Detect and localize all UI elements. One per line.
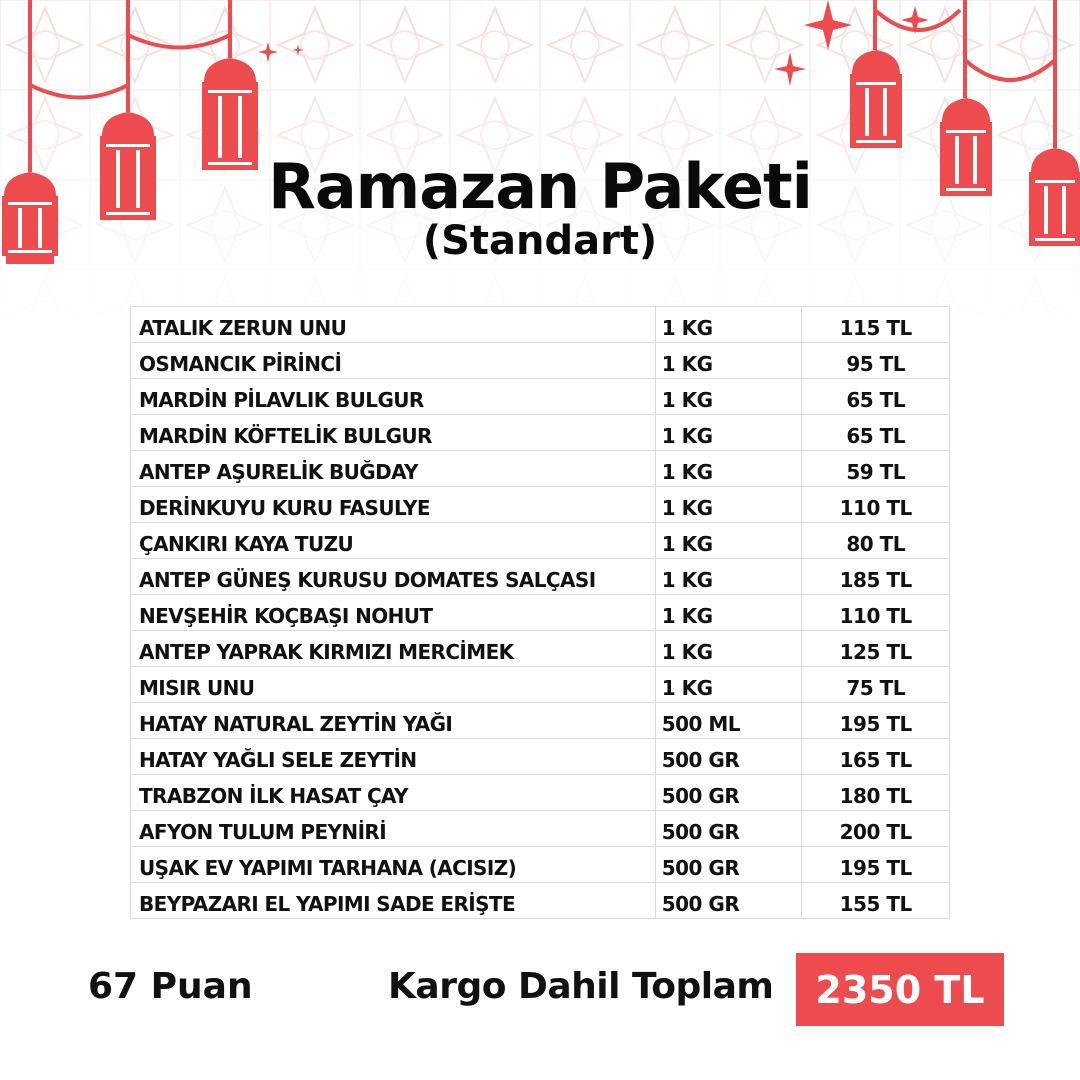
item-name: DERİNKUYU KURU FASULYE — [131, 487, 656, 523]
points-label: 67 Puan — [88, 966, 253, 1007]
sparkle-icon — [292, 44, 304, 56]
item-price: 185 TL — [802, 559, 950, 595]
item-unit: 1 KG — [655, 343, 802, 379]
page-subtitle: (Standart) — [422, 218, 658, 264]
table-row — [131, 811, 950, 847]
table-row — [131, 631, 950, 667]
item-name: AFYON TULUM PEYNİRİ — [131, 811, 656, 847]
item-name: OSMANCIK PİRİNCİ — [131, 343, 656, 379]
item-price: 110 TL — [802, 595, 950, 631]
page-title: Ramazan Paketi — [268, 150, 812, 223]
item-name: HATAY NATURAL ZEYTİN YAĞI — [131, 703, 656, 739]
item-unit: 1 KG — [655, 559, 802, 595]
sparkle-icon — [258, 42, 278, 62]
item-name: ÇANKIRI KAYA TUZU — [131, 523, 656, 559]
table-row — [131, 703, 950, 739]
item-price: 180 TL — [802, 775, 950, 811]
item-name: HATAY YAĞLI SELE ZEYTİN — [131, 739, 656, 775]
table-row — [131, 559, 950, 595]
table-row — [131, 523, 950, 559]
item-price: 125 TL — [802, 631, 950, 667]
item-unit: 1 KG — [655, 631, 802, 667]
table-row — [131, 487, 950, 523]
item-unit: 500 GR — [655, 847, 802, 883]
item-unit: 1 KG — [655, 451, 802, 487]
item-unit: 500 GR — [655, 883, 802, 919]
item-unit: 1 KG — [655, 667, 802, 703]
item-name: ANTEP AŞURELİK BUĞDAY — [131, 451, 656, 487]
item-price: 200 TL — [802, 811, 950, 847]
item-name: TRABZON İLK HASAT ÇAY — [131, 775, 656, 811]
table-row — [131, 775, 950, 811]
table-row — [131, 667, 950, 703]
lantern-icon — [850, 50, 902, 148]
sparkle-icon — [804, 0, 852, 50]
item-name: MARDİN PİLAVLIK BULGUR — [131, 379, 656, 415]
item-name: MISIR UNU — [131, 667, 656, 703]
total-value: 2350 TL — [815, 967, 985, 1012]
item-unit: 500 ML — [655, 703, 802, 739]
item-price: 65 TL — [802, 379, 950, 415]
item-unit: 1 KG — [655, 307, 802, 343]
item-unit: 1 KG — [655, 595, 802, 631]
item-unit: 1 KG — [655, 415, 802, 451]
table-row — [131, 415, 950, 451]
item-price: 155 TL — [802, 883, 950, 919]
item-unit: 1 KG — [655, 487, 802, 523]
item-name: ATALIK ZERUN UNU — [131, 307, 656, 343]
item-price: 95 TL — [802, 343, 950, 379]
item-name: UŞAK EV YAPIMI TARHANA (ACISIZ) — [131, 847, 656, 883]
item-price: 195 TL — [802, 847, 950, 883]
item-unit: 500 GR — [655, 811, 802, 847]
item-price: 75 TL — [802, 667, 950, 703]
table-row — [131, 343, 950, 379]
table-row — [131, 595, 950, 631]
item-unit: 1 KG — [655, 523, 802, 559]
item-price: 195 TL — [802, 703, 950, 739]
item-price: 80 TL — [802, 523, 950, 559]
item-unit: 1 KG — [655, 379, 802, 415]
product-table-body — [131, 307, 950, 919]
table-row — [131, 739, 950, 775]
product-table — [130, 306, 950, 919]
item-unit: 500 GR — [655, 775, 802, 811]
item-price: 59 TL — [802, 451, 950, 487]
table-row — [131, 451, 950, 487]
item-name: MARDİN KÖFTELİK BULGUR — [131, 415, 656, 451]
item-name: NEVŞEHİR KOÇBAŞI NOHUT — [131, 595, 656, 631]
item-name: ANTEP YAPRAK KIRMIZI MERCİMEK — [131, 631, 656, 667]
item-price: 115 TL — [802, 307, 950, 343]
total-badge — [796, 953, 1004, 1026]
table-row — [131, 379, 950, 415]
item-unit: 500 GR — [655, 739, 802, 775]
sparkle-icon — [774, 52, 806, 86]
item-name: BEYPAZARI EL YAPIMI SADE ERİŞTE — [131, 883, 656, 919]
table-row — [131, 307, 950, 343]
item-price: 165 TL — [802, 739, 950, 775]
total-label: Kargo Dahil Toplam — [388, 966, 774, 1007]
item-name: ANTEP GÜNEŞ KURUSU DOMATES SALÇASI — [131, 559, 656, 595]
table-row — [131, 883, 950, 919]
table-row — [131, 847, 950, 883]
item-price: 110 TL — [802, 487, 950, 523]
item-price: 65 TL — [802, 415, 950, 451]
